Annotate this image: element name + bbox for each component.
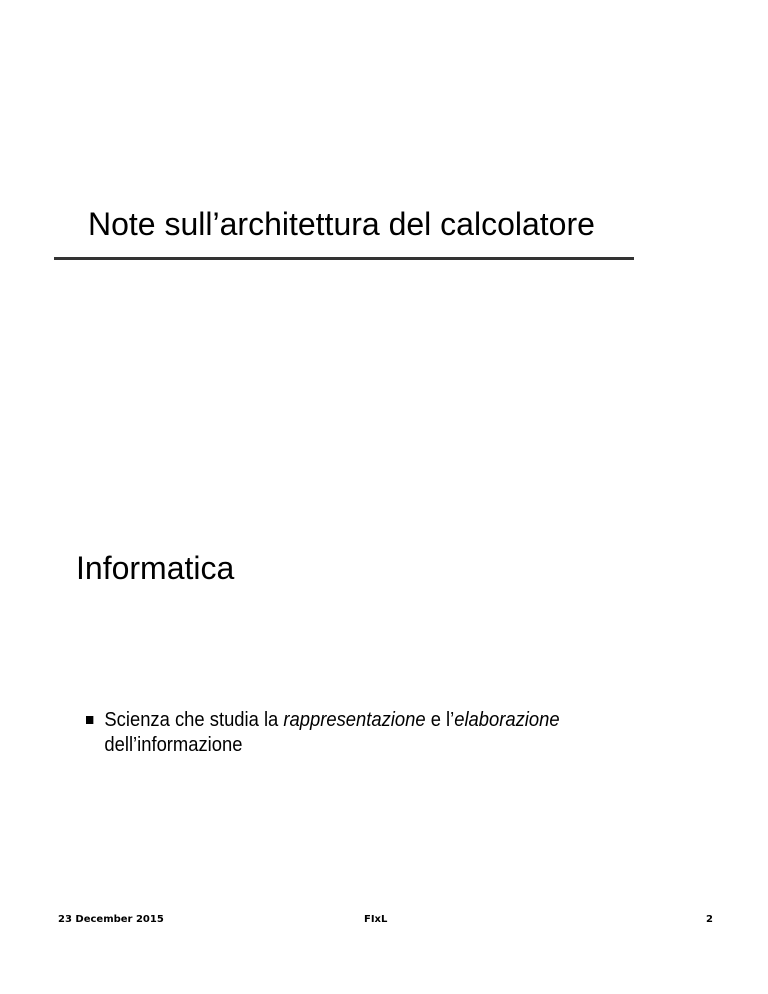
bullet-text-start: Scienza che studia la [104, 709, 284, 731]
footer-label: FIxL [364, 914, 388, 925]
bullet-emphasis-elaborazione: elaborazione [454, 709, 560, 731]
bullet-emphasis-rappresentazione: rappresentazione [283, 709, 426, 731]
square-bullet-icon [86, 716, 93, 724]
footer-date: 23 December 2015 [58, 914, 164, 925]
title-underline [54, 257, 634, 260]
page-number: 2 [706, 914, 713, 925]
bullet-text-end: dell’informazione [104, 734, 243, 756]
list-item [86, 708, 620, 758]
slide-title: Note sull’architettura del calcolatore [88, 206, 595, 242]
bullet-text-middle: e l’ [425, 709, 455, 731]
section-heading: Informatica [76, 550, 235, 586]
bullet-list [86, 708, 666, 758]
